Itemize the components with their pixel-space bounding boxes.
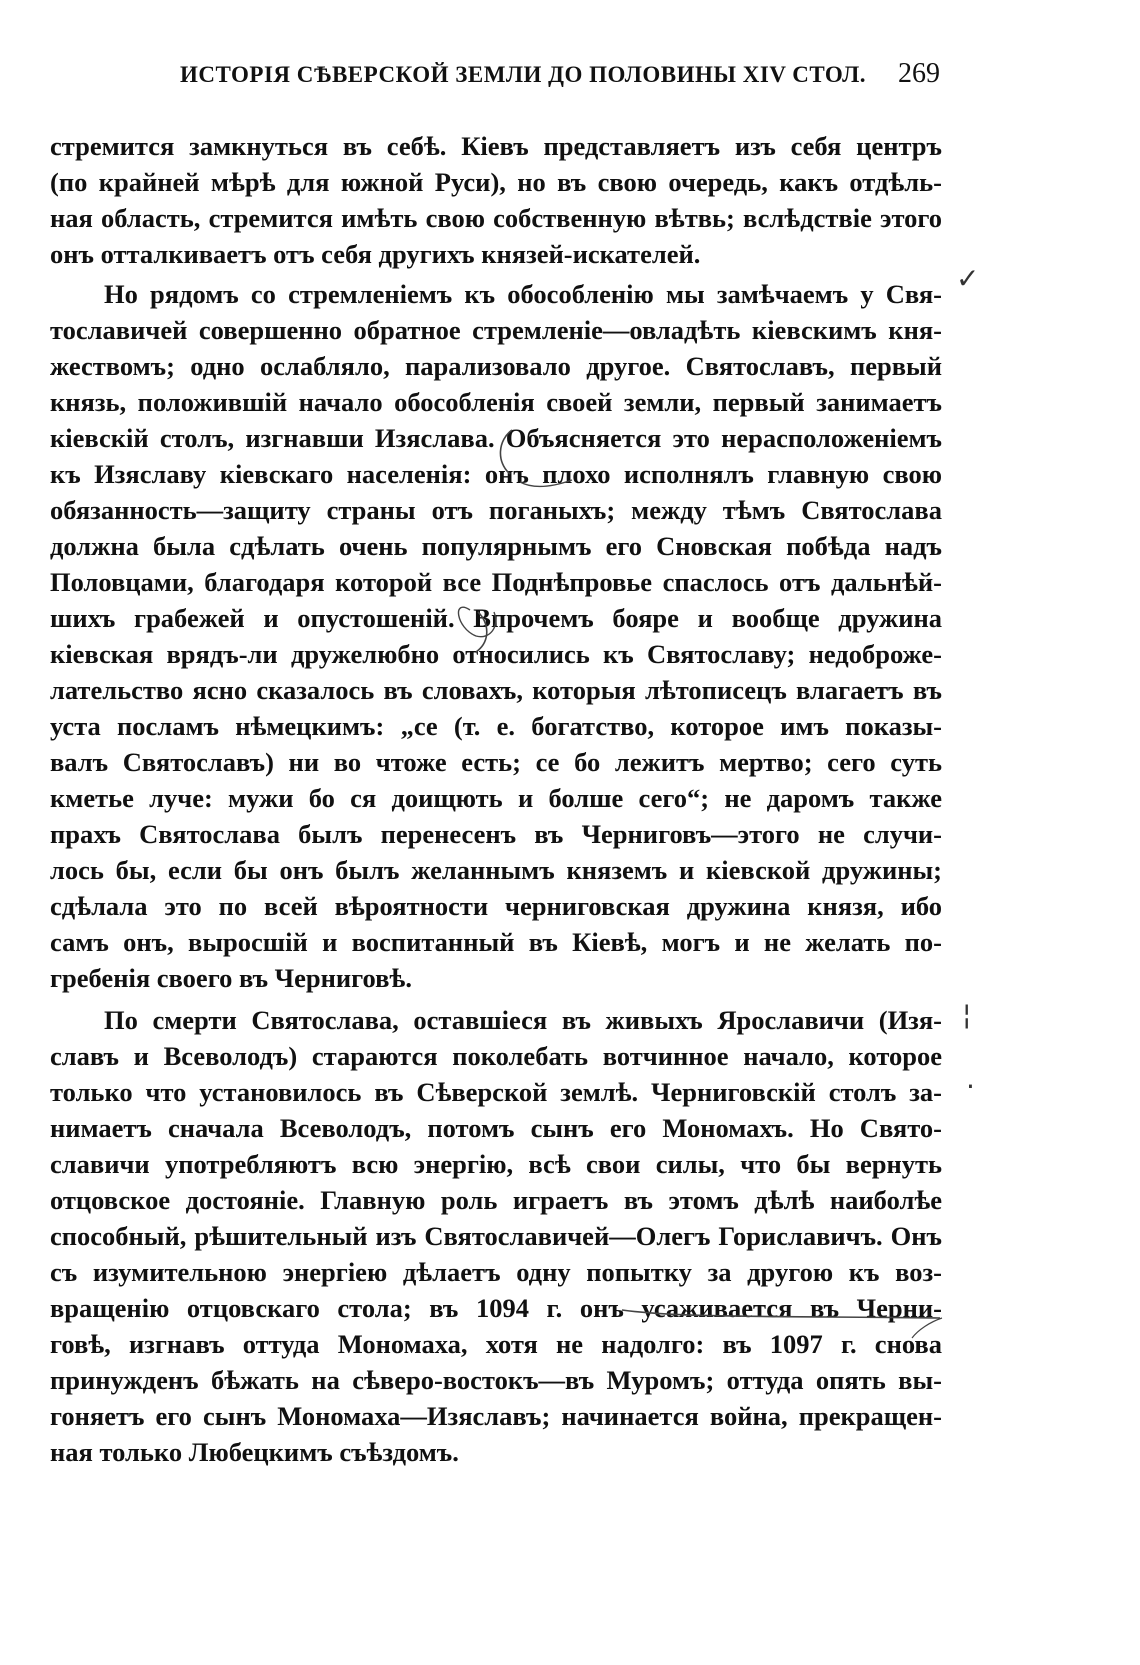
text-line: съ изумительною энергіею дѣлаетъ одну попытку за другою къ воз- [50,1257,942,1287]
text-line: Но рядомъ со стремленіемъ къ обособленію мы замѣчаемъ у Свя- [104,279,942,309]
text-line: должна была сдѣлать очень популярнымъ его Сновская побѣда надъ [50,531,942,561]
text-line: отцовское достояніе. Главную роль играетъ въ этомъ дѣлѣ наиболѣе [50,1185,942,1215]
text-line: (по крайней мѣрѣ для южной Руси), но въ свою очередь, какъ отдѣль- [50,167,942,197]
text-line: славичи употребляютъ всю энергію, всѣ свои силы, что бы вернуть [50,1149,942,1179]
text-line: князь, положившій начало обособленія своей земли, первый занимаетъ [50,387,942,417]
text-line: гоняетъ его сынъ Мономаха—Изяславъ; начинается война, прекращен- [50,1401,942,1431]
text-line: Половцами, благодаря которой все Поднѣпровье спаслось отъ дальнѣй- [50,567,942,597]
margin-check-icon: ✓ [956,262,980,295]
text-line: прахъ Святослава былъ перенесенъ въ Черниговъ—этого не случи- [50,819,942,849]
text-line: жествомъ; одно ослабляло, парализовало другое. Святославъ, первый [50,351,942,381]
text-line: только что установилось въ Сѣверской землѣ. Черниговскій столъ за- [50,1077,942,1107]
text-line: кметье луче: мужи бо ся доищють и болше сего“; не даромъ также [50,783,942,813]
text-line: говѣ, изгнавъ оттуда Мономаха, хотя не надолго: въ 1097 г. снова [50,1329,942,1359]
text-line: лательство ясно сказалось въ словахъ, которыя лѣтописецъ влагаетъ въ [50,675,942,705]
page-number: 269 [898,58,940,89]
text-line: шихъ грабежей и опустошеній. Впрочемъ бояре и вообще дружина [50,603,942,633]
text-line: кіевская врядъ-ли дружелюбно относились къ Святославу; недоброже- [50,639,942,669]
text-line: тославичей совершенно обратное стремленіе—овладѣть кіевскимъ кня- [50,315,942,345]
text-line: стремится замкнуться въ себѣ. Кіевъ представляетъ изъ себя центръ [50,131,942,161]
text-line: По смерти Святослава, оставшіеся въ живыхъ Ярославичи (Изя- [104,1005,942,1035]
text-line: самъ онъ, выросшій и воспитанный въ Кіевѣ, могъ и не желать по- [50,927,942,957]
text-line: валъ Святославъ) ни во чтоже есть; се бо лежитъ мертво; сего суть [50,747,942,777]
text-line: ная только Любецкимъ съѣздомъ. [50,1437,459,1467]
text-line: сдѣлала это по всей вѣроятности черниговская дружина князя, ибо [50,891,942,921]
text-line: способный, рѣшительный изъ Святославичей—Олегъ Гориславичъ. Онъ [50,1221,942,1251]
text-line: къ Изяславу кіевскаго населенія: онъ плохо исполнялъ главную свою [50,459,942,489]
running-title: ИСТОРІЯ СѢВЕРСКОЙ ЗЕМЛИ ДО ПОЛОВИНЫ XIV СТОЛ. [180,62,867,87]
text-line: славъ и Всеволодъ) стараются поколебать вотчинное начало, которое [50,1041,942,1071]
text-line: онъ отталкиваетъ отъ себя другихъ князей-искателей. [50,239,701,269]
text-line: гребенія своего въ Черниговѣ. [50,963,412,993]
text-line: ная область, стремится имѣть свою собственную вѣтвь; вслѣдствіе этого [50,203,942,233]
text-line: вращенію отцовскаго стола; въ 1094 г. онъ усаживается въ Черни- [50,1293,942,1323]
text-line: уста посламъ нѣмецкимъ: „се (т. е. богатство, которое имъ показы- [50,711,942,741]
text-line: нимаетъ сначала Всеволодъ, потомъ сынъ его Мономахъ. Но Свято- [50,1113,942,1143]
text-line: лось бы, если бы онъ былъ желаннымъ княземъ и кіевской дружины; [50,855,942,885]
text-line: принужденъ бѣжать на сѣверо-востокъ—въ Муромъ; оттуда опять вы- [50,1365,942,1395]
text-line: кіевскій столъ, изгнавши Изяслава. Объясняется это нерасположеніемъ [50,423,942,453]
margin-tick-icon: ¦ [962,998,972,1031]
text-line: обязанность—защиту страны отъ поганыхъ; между тѣмъ Святослава [50,495,942,525]
margin-dot-icon: · [966,1070,975,1103]
